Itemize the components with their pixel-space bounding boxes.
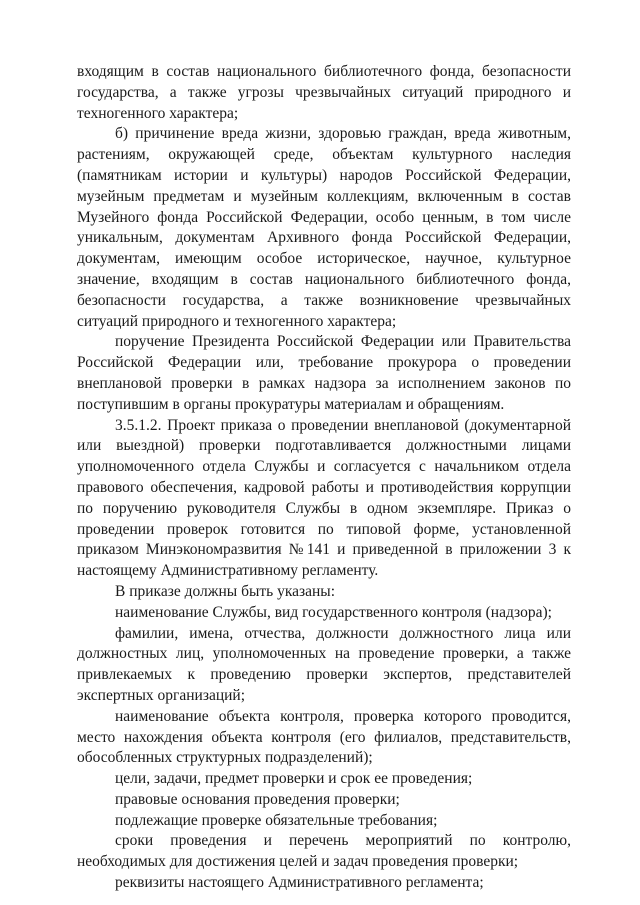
list-item-regulation-details: реквизиты настоящего Административного регламента; [115,874,484,892]
paragraph-president-order: поручение Президента Российской Федерации или Правительства Российской Федерации или, требование прокурора о проведении внеплановой проверки в рамках надзора за исполнением законов по поступившим в органы прокуратуры материалам и обращениям. [77,333,571,413]
list-item-object-name: наименование объекта контроля, проверка которого проводится, место нахождения объекта контроля (его филиалов, представительств, обособленных структурных подразделений); [77,707,571,767]
paragraph-order-contents-intro: В приказе должны быть указаны: [115,582,336,600]
list-item-goals: цели, задачи, предмет проверки и срок ее проведения; [115,770,473,788]
document-body [77,62,571,894]
list-item-service-name: наименование Службы, вид государственного контроля (надзора); [115,603,552,621]
paragraph-item-b: б) причинение вреда жизни, здоровью граждан, вреда животным, растениям, окружающей среде, объектам культурного наследия (памятникам истории и культуры) народов Российской Федерации, музейным предметам и музейным коллекциям, включенным в состав Музейного фонда Российской Федерации, особо ценным, в том числе уникальным, документам Архивного фонда Российской Федерации, документам, имеющим особое историческое, научное, культурное значение, входящим в состав национального библиотечного фонда, безопасности государства, а также возникновение чрезвычайных ситуаций природного и техногенного характера; [77,125,571,330]
paragraph-continuation: входящим в состав национального библиотечного фонда, безопасности государства, а также угрозы чрезвычайных ситуаций природного и техногенного характера; [77,63,571,122]
list-item-terms-measures: сроки проведения и перечень мероприятий по контролю, необходимых для достижения целей и задач проведения проверки; [77,832,571,871]
list-item-legal-basis: правовые основания проведения проверки; [115,790,400,808]
list-item-requirements: подлежащие проверке обязательные требования; [115,811,438,829]
list-item-officials: фамилии, имена, отчества, должности должностного лица или должностных лиц, уполномоченных на проведение проверки, а также привлекаемых к проведению проверки экспертов, представителей экспертных организаций; [77,624,571,704]
paragraph-3-5-1-2: 3.5.1.2. Проект приказа о проведении внеплановой (документарной или выездной) проверки подготавливается должностными лицами уполномоченного отдела Службы и согласуется с начальником отдела правового обеспечения, кадровой работы и противодействия коррупции по поручению руководителя Службы в одном экземпляре. Приказ о проведении проверок готовится по типовой форме, установленной приказом Минэкономразвития №141 и приведенной в приложении 3 к настоящему Административному регламенту. [77,416,571,580]
